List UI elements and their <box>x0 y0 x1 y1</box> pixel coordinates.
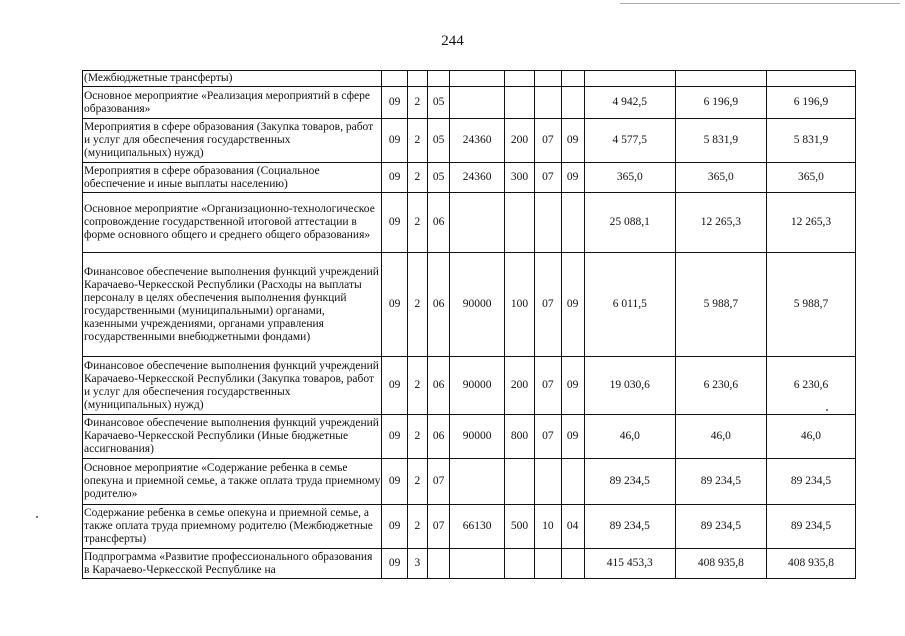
cell-program: 2 <box>407 505 427 549</box>
cell-program: 2 <box>407 87 427 119</box>
cell-subprogram: 06 <box>428 357 450 415</box>
cell-name: Финансовое обеспечение выполнения функций учреждений Карачаево-Черкесской Республики (Иные бюджетные ассигнования) <box>83 415 382 459</box>
cell-subprogram: 06 <box>428 193 450 253</box>
cell-year3: 89 234,5 <box>766 459 855 505</box>
cell-subsection <box>561 193 584 253</box>
cell-year3 <box>766 71 855 87</box>
table-row <box>83 163 856 193</box>
cell-year1 <box>584 71 675 87</box>
cell-ministry: 09 <box>382 459 407 505</box>
table-row <box>83 71 856 87</box>
budget-table <box>82 70 856 579</box>
cell-subsection: 09 <box>561 119 584 163</box>
cell-program: 2 <box>407 357 427 415</box>
cell-expense-type <box>504 549 534 579</box>
table-row <box>83 357 856 415</box>
cell-subprogram: 05 <box>428 119 450 163</box>
cell-program: 2 <box>407 193 427 253</box>
cell-name: Финансовое обеспечение выполнения функций учреждений Карачаево-Черкесской Республики (Расходы на выплаты персоналу в целях обеспечения выполнения функций государственными (муниципальными) органами, казенными учреждениями, органами управления государственными внебюджетными фондами) <box>83 253 382 357</box>
cell-name: Подпрограмма «Развитие профессионального образования в Карачаево-Черкесской Республике на <box>83 549 382 579</box>
cell-name: Финансовое обеспечение выполнения функций учреждений Карачаево-Черкесской Республики (Закупка товаров, работ и услуг для обеспечения государственных (муниципальных) нужд) <box>83 357 382 415</box>
cell-subsection <box>561 71 584 87</box>
cell-subprogram <box>428 71 450 87</box>
cell-section <box>535 87 561 119</box>
cell-expense-type: 800 <box>504 415 534 459</box>
table-row <box>83 505 856 549</box>
cell-year2: 408 935,8 <box>675 549 766 579</box>
cell-section: 07 <box>535 119 561 163</box>
cell-expense-type <box>504 193 534 253</box>
cell-year3: 6 196,9 <box>766 87 855 119</box>
cell-target: 66130 <box>450 505 505 549</box>
cell-year2: 365,0 <box>675 163 766 193</box>
cell-subprogram: 05 <box>428 163 450 193</box>
cell-expense-type <box>504 71 534 87</box>
cell-section: 07 <box>535 357 561 415</box>
cell-year3: 46,0 <box>766 415 855 459</box>
cell-section <box>535 71 561 87</box>
cell-ministry: 09 <box>382 163 407 193</box>
cell-program: 3 <box>407 549 427 579</box>
cell-ministry: 09 <box>382 87 407 119</box>
cell-year2: 89 234,5 <box>675 505 766 549</box>
cell-program <box>407 71 427 87</box>
cell-name: Содержание ребенка в семье опекуна и приемной семье, а также оплата труда приемному родителю (Межбюджетные трансферты) <box>83 505 382 549</box>
cell-target: 90000 <box>450 253 505 357</box>
cell-year2: 89 234,5 <box>675 459 766 505</box>
cell-year1: 4 942,5 <box>584 87 675 119</box>
cell-section <box>535 193 561 253</box>
cell-expense-type: 100 <box>504 253 534 357</box>
table-row <box>83 459 856 505</box>
cell-subsection: 09 <box>561 253 584 357</box>
cell-ministry: 09 <box>382 549 407 579</box>
cell-ministry: 09 <box>382 415 407 459</box>
cell-section <box>535 459 561 505</box>
cell-name: Мероприятия в сфере образования (Социальное обеспечение и иные выплаты населению) <box>83 163 382 193</box>
cell-subsection <box>561 87 584 119</box>
scan-speck <box>36 516 38 518</box>
cell-target <box>450 549 505 579</box>
cell-target <box>450 71 505 87</box>
cell-year3: 12 265,3 <box>766 193 855 253</box>
table-row <box>83 415 856 459</box>
top-rule <box>620 3 900 4</box>
cell-year2 <box>675 71 766 87</box>
scan-speck <box>826 409 828 411</box>
cell-year2: 46,0 <box>675 415 766 459</box>
cell-section: 07 <box>535 415 561 459</box>
cell-year1: 89 234,5 <box>584 459 675 505</box>
cell-target: 90000 <box>450 357 505 415</box>
cell-program: 2 <box>407 459 427 505</box>
cell-subsection <box>561 459 584 505</box>
cell-subprogram <box>428 549 450 579</box>
cell-year1: 4 577,5 <box>584 119 675 163</box>
cell-year2: 6 230,6 <box>675 357 766 415</box>
cell-section: 10 <box>535 505 561 549</box>
cell-subsection: 09 <box>561 163 584 193</box>
cell-target: 24360 <box>450 163 505 193</box>
cell-target <box>450 87 505 119</box>
cell-subsection: 09 <box>561 415 584 459</box>
cell-year3: 6 230,6 <box>766 357 855 415</box>
cell-expense-type: 200 <box>504 119 534 163</box>
cell-year3: 89 234,5 <box>766 505 855 549</box>
cell-name: Основное мероприятие «Содержание ребенка в семье опекуна и приемной семье, а также оплата труда приемному родителю» <box>83 459 382 505</box>
cell-program: 2 <box>407 163 427 193</box>
cell-target: 24360 <box>450 119 505 163</box>
cell-subprogram: 06 <box>428 415 450 459</box>
cell-name: (Межбюджетные трансферты) <box>83 71 382 87</box>
cell-ministry: 09 <box>382 193 407 253</box>
cell-program: 2 <box>407 253 427 357</box>
cell-year1: 89 234,5 <box>584 505 675 549</box>
cell-program: 2 <box>407 119 427 163</box>
cell-ministry: 09 <box>382 505 407 549</box>
cell-expense-type: 500 <box>504 505 534 549</box>
cell-ministry: 09 <box>382 357 407 415</box>
cell-expense-type: 200 <box>504 357 534 415</box>
cell-subprogram: 07 <box>428 459 450 505</box>
cell-year1: 19 030,6 <box>584 357 675 415</box>
cell-year2: 12 265,3 <box>675 193 766 253</box>
cell-program: 2 <box>407 415 427 459</box>
cell-year1: 46,0 <box>584 415 675 459</box>
table-row <box>83 193 856 253</box>
cell-target <box>450 459 505 505</box>
cell-name: Основное мероприятие «Организационно-технологическое сопровождение государственной итоговой аттестации в форме основного общего и среднего общего образования» <box>83 193 382 253</box>
cell-section <box>535 549 561 579</box>
cell-subprogram: 06 <box>428 253 450 357</box>
cell-ministry <box>382 71 407 87</box>
cell-year2: 6 196,9 <box>675 87 766 119</box>
cell-name: Мероприятия в сфере образования (Закупка товаров, работ и услуг для обеспечения государственных (муниципальных) нужд) <box>83 119 382 163</box>
cell-year3: 365,0 <box>766 163 855 193</box>
cell-expense-type <box>504 459 534 505</box>
cell-year2: 5 831,9 <box>675 119 766 163</box>
cell-year1: 6 011,5 <box>584 253 675 357</box>
page-number: 244 <box>441 33 464 49</box>
cell-year3: 5 831,9 <box>766 119 855 163</box>
cell-subsection: 04 <box>561 505 584 549</box>
cell-section: 07 <box>535 253 561 357</box>
table-row <box>83 549 856 579</box>
cell-year1: 365,0 <box>584 163 675 193</box>
cell-target <box>450 193 505 253</box>
cell-name: Основное мероприятие «Реализация мероприятий в сфере образования» <box>83 87 382 119</box>
cell-section: 07 <box>535 163 561 193</box>
table-row <box>83 253 856 357</box>
cell-year1: 25 088,1 <box>584 193 675 253</box>
cell-year3: 5 988,7 <box>766 253 855 357</box>
cell-expense-type: 300 <box>504 163 534 193</box>
cell-ministry: 09 <box>382 119 407 163</box>
table-row <box>83 87 856 119</box>
cell-subprogram: 07 <box>428 505 450 549</box>
table-row <box>83 119 856 163</box>
cell-year3: 408 935,8 <box>766 549 855 579</box>
cell-year2: 5 988,7 <box>675 253 766 357</box>
cell-subprogram: 05 <box>428 87 450 119</box>
cell-expense-type <box>504 87 534 119</box>
cell-ministry: 09 <box>382 253 407 357</box>
cell-target: 90000 <box>450 415 505 459</box>
cell-subsection: 09 <box>561 357 584 415</box>
cell-year1: 415 453,3 <box>584 549 675 579</box>
cell-subsection <box>561 549 584 579</box>
